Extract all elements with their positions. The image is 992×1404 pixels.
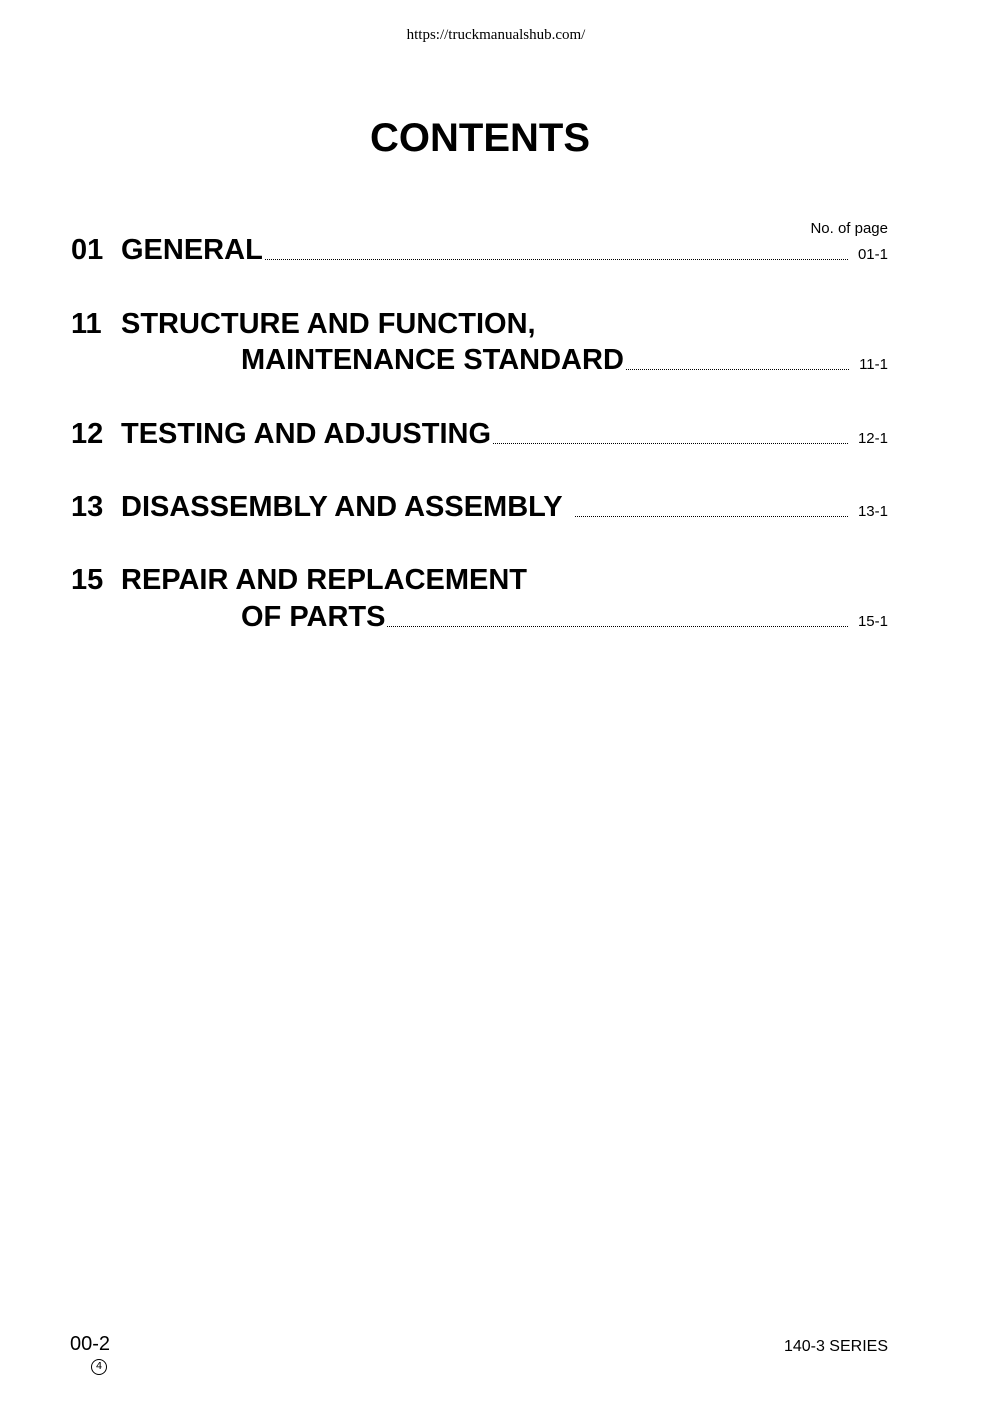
footer-page-number: 00-2 — [70, 1333, 111, 1355]
dot-leader — [265, 258, 848, 260]
dot-leader — [493, 442, 848, 444]
toc-entry-11[interactable] — [71, 308, 888, 348]
toc-entry-15-continued[interactable] — [241, 601, 888, 641]
toc-entry-13[interactable] — [71, 491, 888, 531]
dot-leader — [387, 625, 848, 627]
toc-page: 15-1 — [857, 613, 888, 630]
dot-leader — [575, 515, 848, 517]
toc-page: 13-1 — [857, 503, 888, 520]
header-url: https://truckmanualshub.com/ — [406, 27, 586, 43]
toc-title: STRUCTURE AND FUNCTION, — [121, 308, 536, 340]
toc-page: 01-1 — [857, 246, 888, 263]
toc-page: 11-1 — [859, 356, 888, 373]
revision-mark-icon: 4 — [91, 1359, 107, 1375]
toc-title: REPAIR AND REPLACEMENT — [121, 564, 528, 596]
toc-entry-15[interactable] — [71, 564, 888, 604]
toc-number: 12 — [71, 418, 104, 450]
toc-page: 12-1 — [857, 430, 888, 447]
dot-leader — [626, 368, 849, 370]
toc-title: GENERAL — [121, 234, 263, 266]
toc-title: TESTING AND ADJUSTING — [121, 418, 492, 450]
toc-number: 01 — [71, 234, 104, 266]
page-column-label: No. of page — [810, 220, 888, 237]
page-title: CONTENTS — [370, 116, 590, 160]
toc-title: DISASSEMBLY AND ASSEMBLY — [121, 491, 563, 523]
toc-number: 11 — [71, 308, 102, 340]
toc-number: 13 — [71, 491, 104, 523]
footer-series: 140-3 SERIES — [783, 1338, 888, 1355]
toc-number: 15 — [71, 564, 104, 596]
toc-title-continued: MAINTENANCE STANDARD — [241, 344, 624, 376]
toc-entry-12[interactable] — [71, 418, 888, 458]
toc-entry-11-continued[interactable] — [241, 344, 888, 384]
toc-title-continued: OF PARTS — [241, 601, 386, 633]
toc-entry-01[interactable] — [71, 234, 888, 274]
